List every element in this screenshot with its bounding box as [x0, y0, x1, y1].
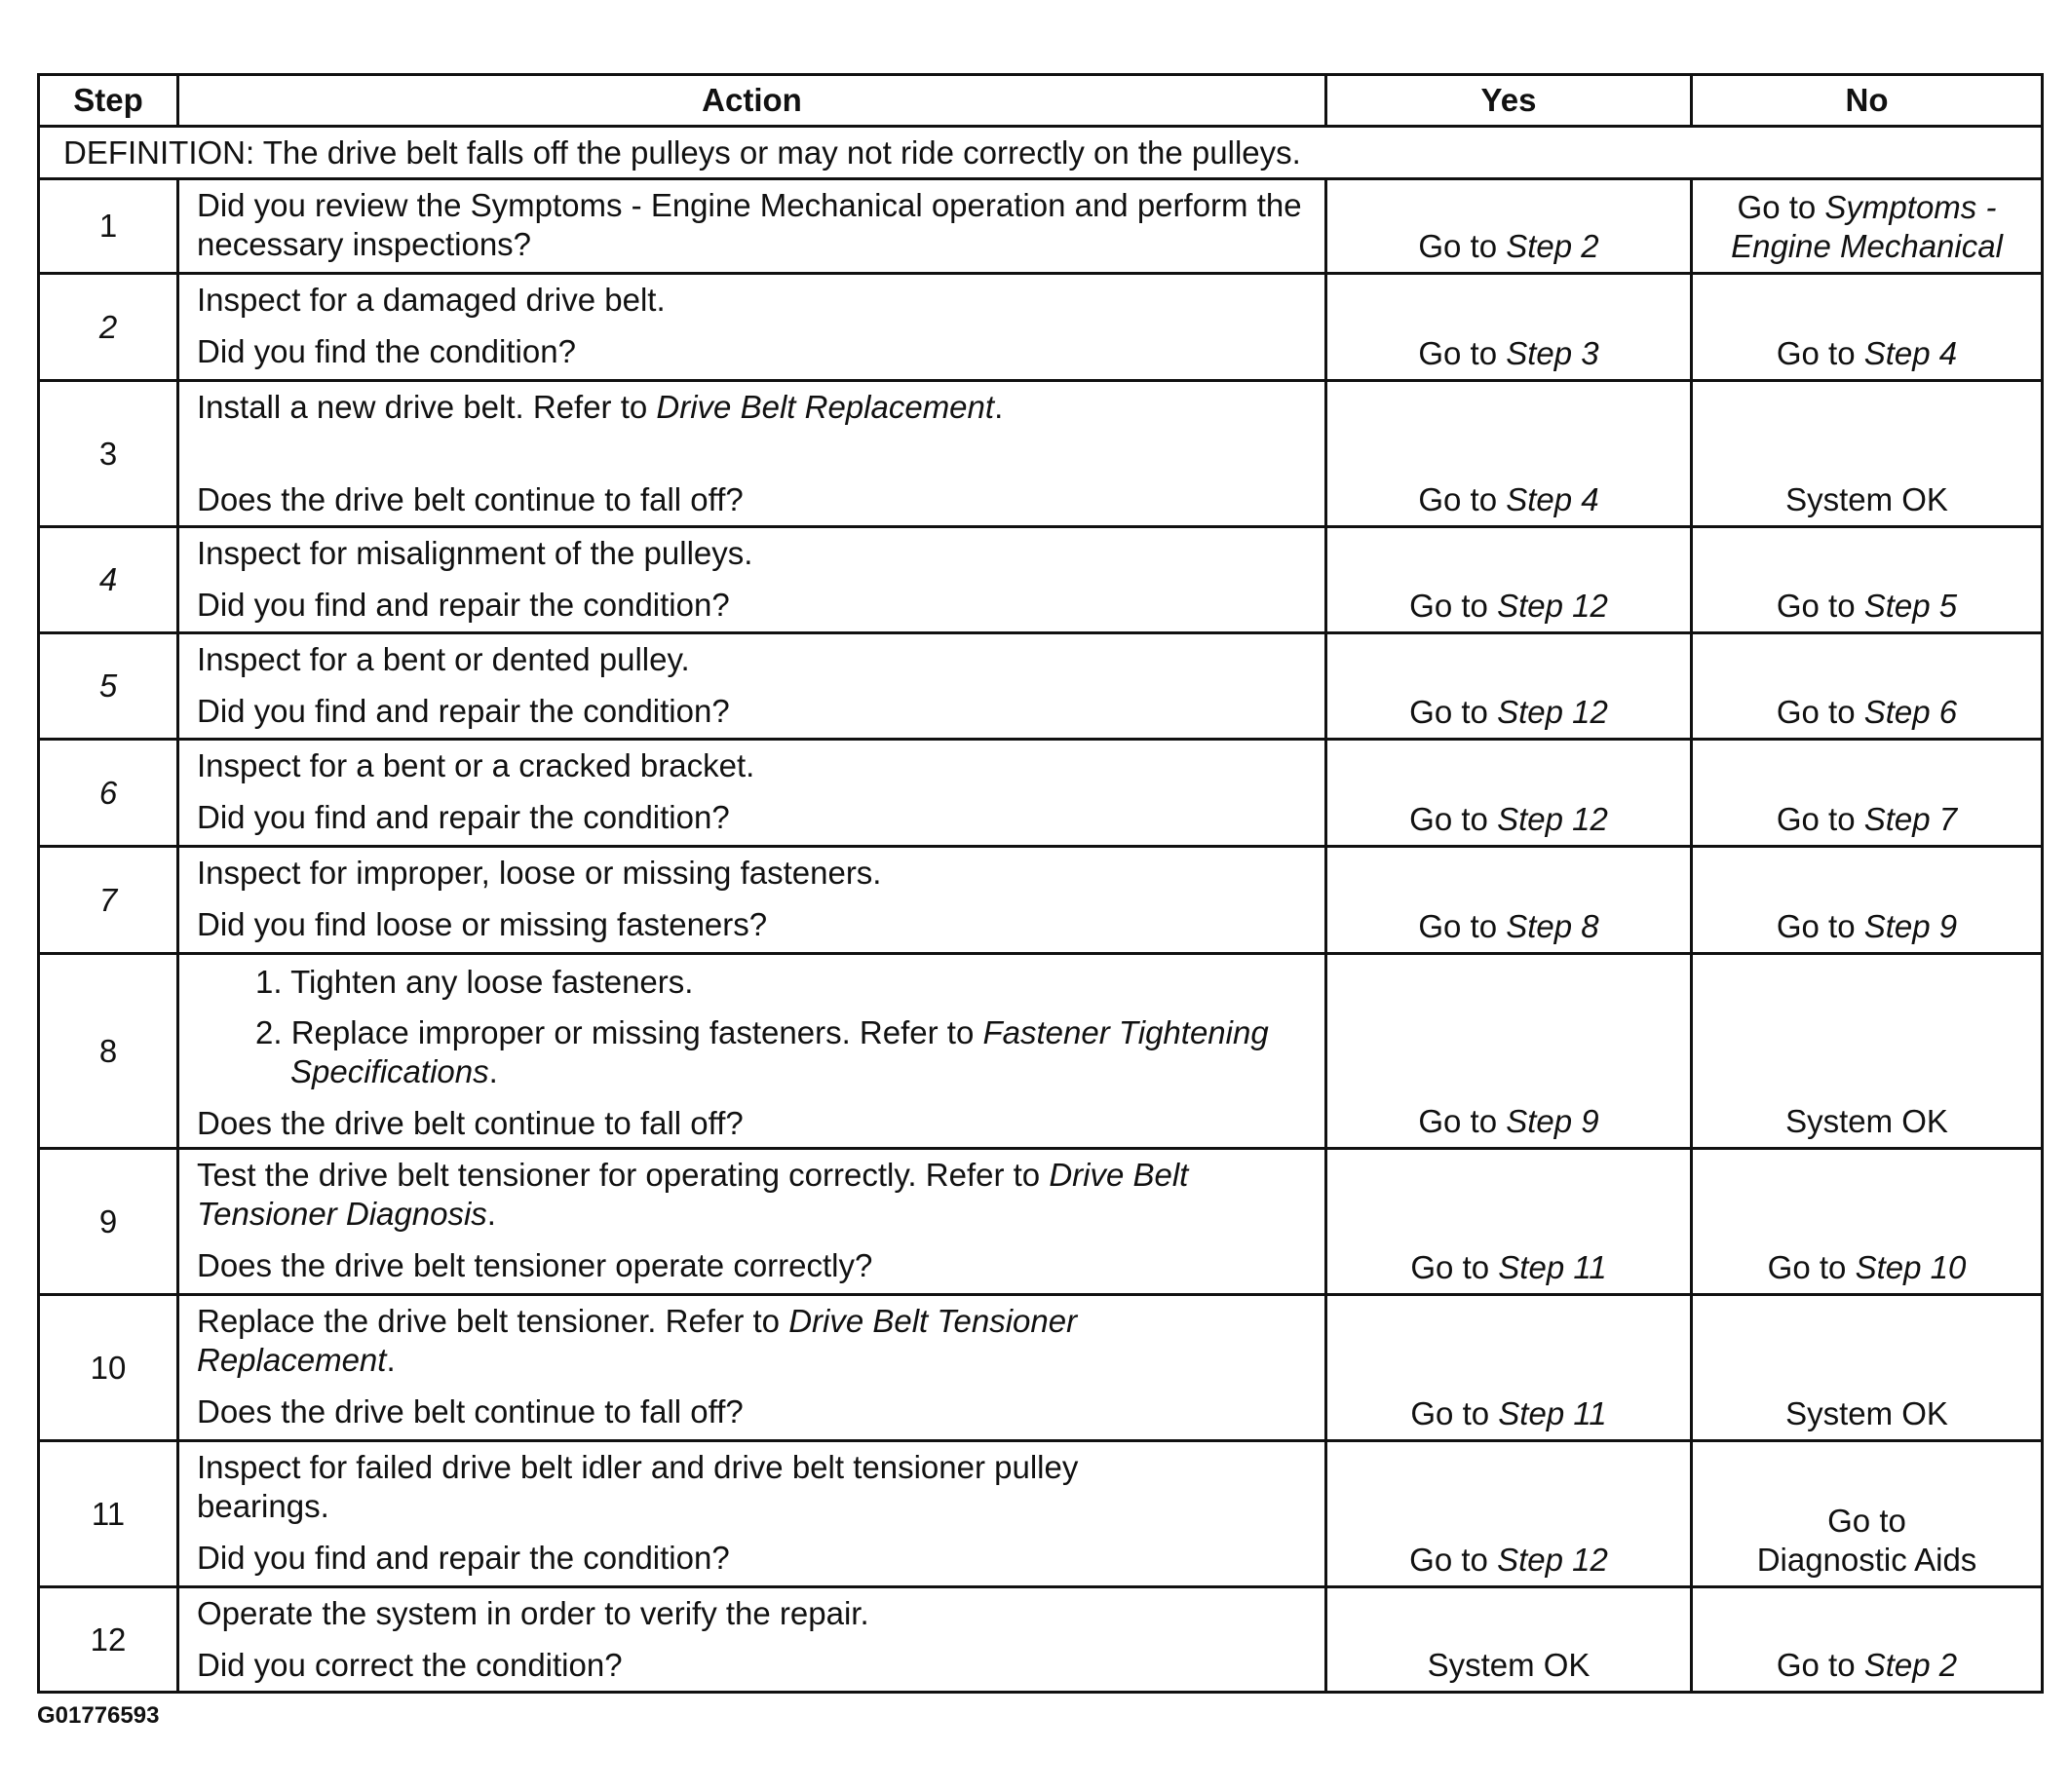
step-number: 9 [39, 1149, 178, 1295]
yes-cell [1326, 179, 1692, 274]
action-cell [178, 633, 1326, 740]
no-link[interactable]: Step 7 [1863, 801, 1958, 837]
header-row [39, 75, 2043, 127]
action-text: Inspect for improper, loose or missing fasteners. [197, 855, 882, 891]
yes-cell [1326, 954, 1692, 1149]
no-link[interactable]: Diagnostic Aids [1756, 1542, 1977, 1578]
step-number: 11 [39, 1441, 178, 1587]
no-prefix: Go to [1767, 1249, 1856, 1285]
yes-link[interactable]: Step 12 [1497, 1542, 1608, 1578]
yes-prefix: Go to [1418, 228, 1507, 264]
no-link[interactable]: Step 10 [1855, 1249, 1967, 1285]
action-cell [178, 1149, 1326, 1295]
question-text: Did you correct the condition? [197, 1647, 623, 1683]
no-link[interactable]: Step 2 [1863, 1647, 1958, 1683]
no-prefix: Go to [1776, 801, 1864, 837]
header-action: Action [178, 75, 1326, 127]
yes-link[interactable]: Step 8 [1506, 908, 1599, 944]
table-row [39, 954, 2043, 1149]
action-link[interactable]: Drive Belt Tensioner Diagnosis [197, 1157, 1189, 1232]
step-number: 1 [39, 179, 178, 274]
diagnostic-table [37, 73, 2044, 1694]
no-link[interactable]: Step 6 [1863, 694, 1958, 730]
list-item: 1. Tighten any loose fasteners. [255, 964, 694, 1000]
no-cell [1692, 274, 2043, 381]
yes-link[interactable]: Step 3 [1506, 335, 1599, 371]
action-cell [178, 527, 1326, 633]
no-cell [1692, 1149, 2043, 1295]
question-text: Did you find loose or missing fasteners? [197, 906, 768, 942]
step-number: 4 [39, 527, 178, 633]
question-text: Did you find and repair the condition? [197, 693, 730, 729]
yes-cell [1326, 847, 1692, 954]
no-link[interactable]: Step 9 [1863, 908, 1958, 944]
action-text: Inspect for a damaged drive belt. [197, 282, 666, 318]
action-cell [178, 1441, 1326, 1587]
list-item-prefix: 2. Replace improper or missing fasteners. Refer to [255, 1014, 983, 1050]
no-cell [1692, 1441, 2043, 1587]
action-text [197, 1156, 1311, 1234]
table-row [39, 274, 2043, 381]
action-cell [178, 1295, 1326, 1441]
yes-cell [1326, 1441, 1692, 1587]
no-cell: System OK [1692, 954, 2043, 1149]
yes-prefix: Go to [1409, 801, 1498, 837]
yes-cell [1326, 633, 1692, 740]
action-cell [178, 740, 1326, 847]
question-text: Does the drive belt continue to fall off? [197, 1105, 744, 1141]
yes-link[interactable]: Step 4 [1506, 481, 1599, 517]
table-row [39, 847, 2043, 954]
question-text: Does the drive belt tensioner operate correctly? [197, 1247, 873, 1283]
question-text: Did you find and repair the condition? [197, 587, 730, 623]
no-cell [1692, 847, 2043, 954]
action-suffix: . [386, 1342, 396, 1378]
definition-text: DEFINITION: The drive belt falls off the pulleys or may not ride correctly on the pulleys. [39, 127, 2043, 179]
yes-cell [1326, 381, 1692, 527]
yes-link[interactable]: Step 12 [1497, 694, 1608, 730]
table-row [39, 1587, 2043, 1693]
action-text: Inspect for a bent or dented pulley. [197, 641, 690, 677]
yes-prefix: Go to [1410, 1249, 1499, 1285]
no-link[interactable]: Step 4 [1863, 335, 1958, 371]
no-cell: System OK [1692, 381, 2043, 527]
header-no: No [1692, 75, 2043, 127]
yes-cell [1326, 1295, 1692, 1441]
action-text: Inspect for a bent or a cracked bracket. [197, 747, 755, 783]
no-prefix: Go to [1737, 189, 1825, 225]
no-link[interactable]: Symptoms - Engine Mechanical [1731, 189, 2003, 264]
action-text: Operate the system in order to verify the repair. [197, 1595, 869, 1631]
question-text: Does the drive belt continue to fall off? [197, 481, 744, 517]
step-number: 12 [39, 1587, 178, 1693]
no-cell [1692, 1587, 2043, 1693]
no-link[interactable]: Step 5 [1863, 588, 1958, 624]
no-prefix: Go to [1776, 1647, 1864, 1683]
spacer [197, 427, 1311, 468]
yes-cell [1326, 740, 1692, 847]
no-cell: System OK [1692, 1295, 2043, 1441]
action-text: Inspect for failed drive belt idler and drive belt tensioner pulley bearings. [197, 1449, 1079, 1524]
action-link[interactable]: Drive Belt Replacement [656, 389, 995, 425]
action-text [197, 388, 1311, 427]
table-row [39, 633, 2043, 740]
yes-prefix: Go to [1409, 1542, 1498, 1578]
action-prefix: Replace the drive belt tensioner. Refer to [197, 1303, 789, 1339]
no-cell [1692, 740, 2043, 847]
no-line-1: Go to [1827, 1503, 1906, 1539]
step-number: 5 [39, 633, 178, 740]
yes-link[interactable]: Step 12 [1497, 588, 1608, 624]
list-item-suffix: . [488, 1053, 498, 1089]
yes-cell [1326, 527, 1692, 633]
table-row [39, 1441, 2043, 1587]
yes-link[interactable]: Step 11 [1498, 1395, 1607, 1431]
yes-link[interactable]: Step 12 [1497, 801, 1608, 837]
list-item [255, 1013, 1311, 1091]
no-cell [1692, 179, 2043, 274]
table-row [39, 1149, 2043, 1295]
yes-prefix: Go to [1409, 694, 1498, 730]
action-cell [178, 179, 1326, 274]
action-cell [178, 274, 1326, 381]
action-cell [178, 1587, 1326, 1693]
question-text: Did you find and repair the condition? [197, 1540, 730, 1576]
yes-prefix: Go to [1410, 1395, 1499, 1431]
no-prefix: Go to [1776, 908, 1864, 944]
yes-prefix: Go to [1418, 335, 1507, 371]
yes-cell [1326, 274, 1692, 381]
question-text: Did you find and repair the condition? [197, 799, 730, 835]
step-number: 2 [39, 274, 178, 381]
step-number: 8 [39, 954, 178, 1149]
step-number: 3 [39, 381, 178, 527]
action-suffix: . [994, 389, 1004, 425]
yes-prefix: Go to [1409, 588, 1498, 624]
yes-prefix: Go to [1418, 1103, 1507, 1139]
numbered-list [197, 963, 1311, 1091]
step-number: 10 [39, 1295, 178, 1441]
question-text: Did you find the condition? [197, 333, 576, 369]
yes-link[interactable]: Step 11 [1498, 1249, 1607, 1285]
action-cell [178, 381, 1326, 527]
no-prefix: Go to [1776, 588, 1864, 624]
table-row [39, 179, 2043, 274]
yes-prefix: Go to [1418, 908, 1507, 944]
step-number: 6 [39, 740, 178, 847]
table-row [39, 527, 2043, 633]
yes-link[interactable]: Step 9 [1506, 1103, 1599, 1139]
header-yes: Yes [1326, 75, 1692, 127]
action-cell [178, 847, 1326, 954]
definition-row [39, 127, 2043, 179]
no-cell [1692, 633, 2043, 740]
action-prefix: Install a new drive belt. Refer to [197, 389, 657, 425]
action-prefix: Test the drive belt tensioner for operating correctly. Refer to [197, 1157, 1050, 1193]
header-step: Step [39, 75, 178, 127]
yes-link[interactable]: Step 2 [1506, 228, 1599, 264]
step-number: 7 [39, 847, 178, 954]
image-id-label: G01776593 [37, 1702, 160, 1729]
action-text [197, 1302, 1311, 1380]
no-cell [1692, 527, 2043, 633]
table-row [39, 740, 2043, 847]
action-cell [178, 954, 1326, 1149]
yes-prefix: Go to [1418, 481, 1507, 517]
table-row [39, 381, 2043, 527]
no-prefix: Go to [1776, 335, 1864, 371]
action-link[interactable]: Drive Belt Tensioner Replacement [197, 1303, 1078, 1378]
action-text: Inspect for misalignment of the pulleys. [197, 535, 753, 571]
list-item-link[interactable]: Fastener Tightening Specifications [290, 1014, 1269, 1089]
question-text: Does the drive belt continue to fall off? [197, 1393, 744, 1430]
action-suffix: . [486, 1196, 496, 1232]
action-text: Did you review the Symptoms - Engine Mechanical operation and perform the necessary inspections? [197, 187, 1302, 262]
no-prefix: Go to [1776, 694, 1864, 730]
yes-cell [1326, 1149, 1692, 1295]
yes-cell: System OK [1326, 1587, 1692, 1693]
table-row [39, 1295, 2043, 1441]
